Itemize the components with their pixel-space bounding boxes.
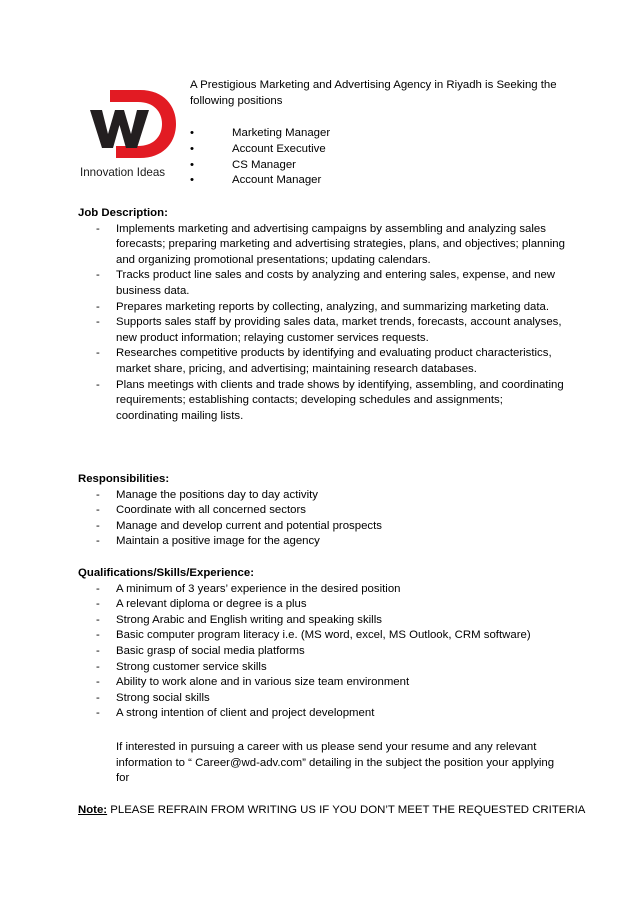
wd-logo-mark bbox=[78, 82, 178, 162]
list-item: - Strong social skills bbox=[96, 691, 210, 704]
list-item: - Researches competitive products by identifying and evaluating product characteristics, market share, pricing, and advertising; maintaining research databases. bbox=[96, 347, 552, 375]
bullet-icon: • bbox=[190, 127, 194, 139]
list-item: - Strong Arabic and English writing and speaking skills bbox=[96, 613, 382, 626]
position-item: • Account Executive bbox=[190, 142, 330, 158]
list-item: - Strong customer service skills bbox=[96, 660, 267, 673]
list-item: - Tracks product line sales and costs by analyzing and entering sales, expense, and new business data. bbox=[96, 269, 556, 297]
responsibilities-heading: Responsibilities: bbox=[78, 473, 170, 485]
positions-list bbox=[190, 126, 330, 189]
logo-caption: Innovation Ideas bbox=[80, 166, 166, 179]
list-item: - Manage the positions day to day activity bbox=[96, 488, 318, 501]
list-item: - Maintain a positive image for the agency bbox=[96, 535, 320, 548]
note-text: PLEASE REFRAIN FROM WRITING US IF YOU DON’T MEET THE REQUESTED CRITERIA bbox=[107, 804, 586, 816]
bullet-icon: • bbox=[190, 174, 194, 187]
qualifications-list bbox=[78, 582, 568, 722]
list-item: - Supports sales staff by providing sales data, market trends, forecasts, account analyses, new product information; relaying customer services requests. bbox=[96, 316, 562, 344]
list-item: - A minimum of 3 years’ experience in the desired position bbox=[96, 582, 401, 595]
list-item: - Manage and develop current and potential prospects bbox=[96, 519, 382, 532]
job-description-heading: Job Description: bbox=[78, 207, 168, 219]
intro-text: A Prestigious Marketing and Advertising Agency in Riyadh is Seeking the following positions bbox=[190, 79, 557, 107]
position-item: • Marketing Manager bbox=[190, 126, 330, 142]
list-item: - Basic grasp of social media platforms bbox=[96, 644, 305, 657]
list-item: - Coordinate with all concerned sectors bbox=[96, 504, 306, 517]
responsibilities-list bbox=[78, 488, 568, 550]
list-item: - A relevant diploma or degree is a plus bbox=[96, 598, 307, 611]
bullet-icon: • bbox=[190, 158, 194, 171]
list-item: - Basic computer program literacy i.e. (MS word, excel, MS Outlook, CRM software) bbox=[96, 629, 531, 642]
qualifications-section bbox=[78, 566, 568, 722]
job-description-section bbox=[78, 206, 568, 424]
position-item: • CS Manager bbox=[190, 158, 330, 174]
note-line bbox=[78, 803, 585, 819]
list-item: - Prepares marketing reports by collecting, analyzing, and summarizing marketing data. bbox=[96, 300, 550, 313]
contact-paragraph: If interested in pursuing a career with us please send your resume and any relevant information to “ Career@wd-adv.com” detailing in the subject the position your applying for bbox=[116, 741, 555, 785]
list-item: - Ability to work alone and in various size team environment bbox=[96, 676, 410, 689]
list-item: - A strong intention of client and project development bbox=[96, 707, 375, 720]
qualifications-heading: Qualifications/Skills/Experience: bbox=[78, 567, 254, 579]
list-item: - Implements marketing and advertising campaigns by assembling and analyzing sales forecasts; preparing marketing and advertising strategies, plans, and objectives; planning and organizing promotional presentations; updating calendars. bbox=[96, 222, 565, 266]
bullet-icon: • bbox=[190, 142, 194, 155]
job-description-list bbox=[78, 222, 568, 425]
responsibilities-section bbox=[78, 472, 568, 550]
list-item: - Plans meetings with clients and trade shows by identifying, assembling, and coordinating requirements; establishing contacts; developing schedules and assignments; coordinating mailing lists. bbox=[96, 378, 564, 422]
position-item: • Account Manager bbox=[190, 173, 330, 189]
note-label: Note: bbox=[78, 804, 108, 816]
